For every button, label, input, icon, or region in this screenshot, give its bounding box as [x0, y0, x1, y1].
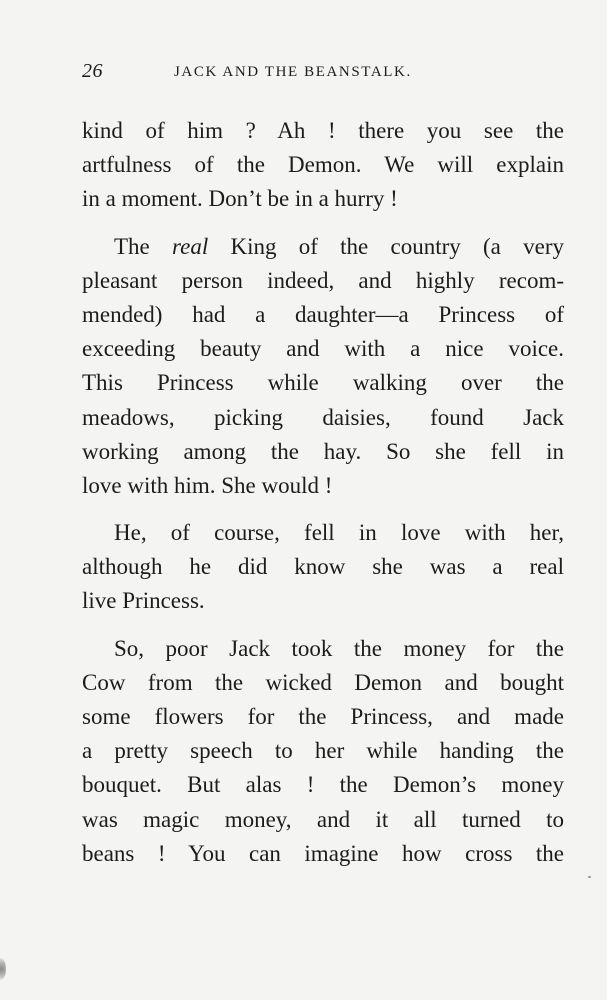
running-title: JACK AND THE BEANSTALK. — [174, 64, 412, 80]
text-line: So, poor Jack took the money for the — [114, 635, 564, 661]
text-line: He, of course, fell in love with her, — [114, 520, 564, 546]
text-line: working among the hay. So she fell in — [82, 438, 564, 464]
text-line: in a moment. Don’t be in a hurry ! — [82, 186, 398, 212]
paragraph — [82, 114, 564, 217]
text-line: Cow from the wicked Demon and bought — [82, 669, 564, 695]
text-line: This Princess while walking over the — [82, 370, 564, 396]
paper-speck — [588, 876, 591, 878]
margin-ink-spot — [0, 958, 6, 980]
text-line: a pretty speech to her while handing the — [82, 738, 564, 764]
text-line: exceeding beauty and with a nice voice. — [82, 336, 564, 362]
text-line: live Princess. — [82, 588, 205, 614]
text-line: love with him. She would ! — [82, 472, 333, 498]
text-line: was magic money, and it all turned to — [82, 806, 564, 832]
text-line: artfulness of the Demon. We will explain — [82, 152, 564, 178]
paragraph — [82, 632, 564, 871]
text-line: bouquet. But alas ! the Demon’s money — [82, 772, 564, 798]
paragraph-gap — [82, 503, 564, 516]
page-number: 26 — [82, 60, 103, 82]
paragraph — [82, 516, 564, 619]
italic-emphasis: real — [172, 233, 209, 259]
page-header — [82, 60, 564, 90]
paragraph — [82, 230, 564, 504]
text-line: pleasant person indeed, and highly recom- — [82, 267, 564, 293]
text-line: mended) had a daughter—a Princess of — [82, 301, 564, 327]
page-body — [82, 114, 564, 871]
text-line: kind of him ? Ah ! there you see the — [82, 118, 564, 143]
text-line: meadows, picking daisies, found Jack — [82, 404, 564, 430]
paragraph-gap — [82, 619, 564, 632]
paragraph-gap — [82, 217, 564, 230]
text-line: although he did know she was a real — [82, 554, 564, 580]
text-line-with-italic: The real King of the country (a very — [114, 233, 564, 259]
text-line: some flowers for the Princess, and made — [82, 704, 564, 729]
text-line: beans ! You can imagine how cross the — [82, 840, 564, 866]
